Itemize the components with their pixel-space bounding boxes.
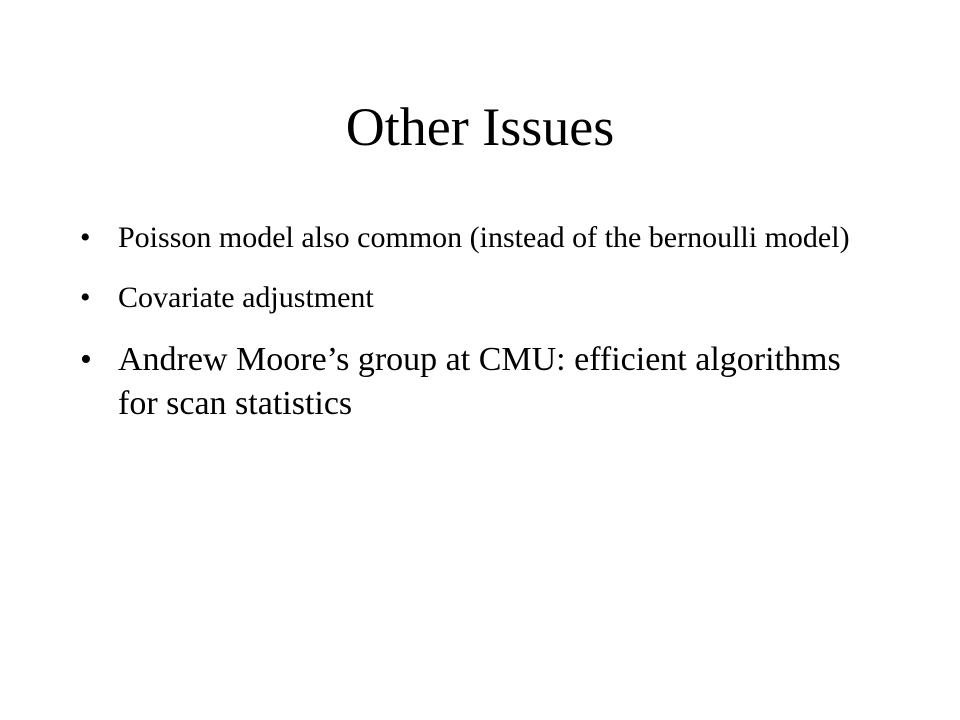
bullet-dot-icon: • <box>80 281 91 314</box>
bullet-dot-icon: • <box>80 221 91 254</box>
bullet-dot-icon: • <box>80 341 92 378</box>
slide-title: Other Issues <box>345 97 615 157</box>
bullet-text: Covariate adjustment <box>118 281 374 314</box>
bullet-list <box>80 218 860 446</box>
bullet-item <box>80 338 860 426</box>
bullet-item <box>80 218 860 258</box>
bullet-text: Poisson model also common (instead of the bernoulli model) <box>118 221 850 254</box>
bullet-item <box>80 278 860 318</box>
bullet-text: Andrew Moore’s group at CMU: efficient algorithms for scan statistics <box>118 341 841 422</box>
